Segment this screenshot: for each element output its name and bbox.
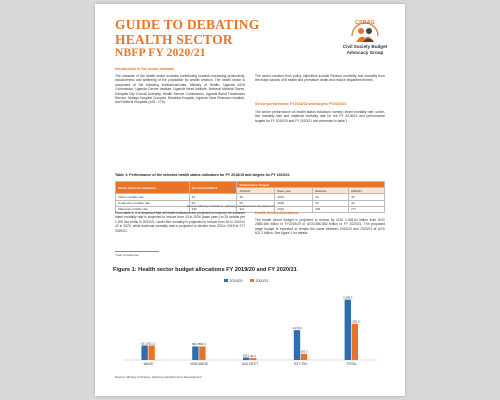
bar-value-label: 82.1 (250, 353, 256, 358)
figure-source: Source: Ministry of finance, planning and Economic Development (115, 375, 202, 379)
x-tick-label: EXT. FIN. (293, 362, 308, 366)
footnote-divider (115, 251, 159, 252)
figure-title: Figure 1: Health sector budget allocations FY 2019/20 and FY 2020/21 (113, 267, 297, 273)
row-target-1920: 53 (237, 200, 275, 206)
allocations-paragraph: The health sector budget is projected to reduce by UGX 1,038.64 billion from UGX 2589.486 billion in FY2019/20 to UGX1550.862 billion in FY 2020/21. The proposed wage budget is expected to remain the same between 2019/20 and 2020/21 at UGX 621.2 billion. See figure 2 for details (255, 218, 385, 236)
csbag-logo (337, 14, 393, 55)
indicators-table (115, 181, 385, 213)
x-tick-label: GoU DEV'T (241, 362, 259, 366)
objectives-paragraph: The sector medium term policy objectives include Reduce morbidity and mortality from the major causes of ill health and premature death and reduce disparities therein. (255, 74, 385, 83)
allocations-heading: Health Sector Allocations (255, 211, 299, 215)
footnote: ¹Year of reference (115, 253, 139, 257)
table-title: Table 1: Performance of the selected health status indicators for FY 2018/19 and targets for FY 2020/21 (115, 173, 290, 177)
budget-chart (115, 276, 385, 371)
x-tick-label: TOTAL (346, 362, 357, 366)
row-indicator: Maternal mortality rate (116, 206, 190, 212)
row-indicator: Under-five mortality rate (116, 200, 190, 206)
x-tick-label: NON-WAGE (190, 362, 209, 366)
bar-value-label: 1,279.9 (292, 325, 302, 330)
bar (301, 354, 307, 360)
row-base-year: 2016 (275, 200, 313, 206)
intro-paragraph: The mandate of the health sector includes contributing towards increasing productivity, inclusiveness and wellbeing of the population for wealth creation. The health sector is composed of the following institutions/votes; Ministry of Health, Uganda AIDS Commission, Uganda Cancer Institute, Uganda Heart Institute, National Medical Stores, Kampala City Council Authority, Health Service Commission, Uganda Blood Transfusion Service, Mulago Hospital Complex, Butabika Hospital, Uganda Virus Research Institute, and Referral Hospitals (163 - 176). (115, 74, 245, 105)
header-q4-actual: Q4 Actual 2018/19 (189, 182, 237, 194)
legend-label: 2019/20 (229, 279, 243, 283)
bar (148, 346, 154, 360)
title-line-2: HEALTH SECTOR (115, 32, 233, 47)
logo-line-1: Civil Society Budget (342, 44, 388, 49)
performance-heading: Sector performance FY2018/19 and targets FY2020/21 (255, 102, 347, 106)
row-base-year: 2016 (275, 194, 313, 200)
bar-value-label: 621.2 (148, 341, 156, 346)
csbag-emblem (348, 14, 382, 44)
bar (352, 324, 358, 360)
legend-label: 2020/21 (255, 279, 269, 283)
bar (250, 358, 256, 360)
row-target-2021: 35 (349, 194, 385, 200)
row-baseline: 336 (313, 206, 349, 212)
bar (199, 346, 205, 360)
bar (243, 358, 249, 360)
legend-swatch (224, 279, 228, 282)
row-actual: 64 (189, 200, 237, 206)
bar (345, 300, 351, 360)
bar-value-label: 2,589.5 (343, 295, 353, 300)
x-tick-label: WAGE (143, 362, 154, 366)
legend-swatch (250, 279, 254, 282)
title-line-1: GUIDE TO DEBATING (115, 17, 260, 32)
table-source: Source: Ministry of Finance, planning and Economic development (187, 204, 275, 208)
row-target-2021: 277 (349, 206, 385, 212)
row-actual: 43 (189, 194, 237, 200)
bar-value-label: 582.3 (198, 342, 206, 347)
bar (141, 346, 147, 360)
row-actual: 336 (189, 206, 237, 212)
row-target-2021: 42 (349, 200, 385, 206)
intro-heading: Introduction to the sector mandate (115, 67, 175, 71)
logo-arc-text: CSBAG (355, 20, 375, 26)
bar-value-label: 621.2 (141, 341, 149, 346)
logo-line-2: Advocacy Group (346, 49, 384, 55)
subheader-2019-20: 2019/20 (237, 188, 275, 194)
header-performance-targets: Performance Targets (237, 182, 385, 188)
analysis-paragraph: From table 1, it is observed that all health indicators are projected to improve for instance infant mortality rate is projected to reduce from 43 in 2016 (base year¹) to 35 deaths per 1,000 live births in 2020/21, under-five mortality is projected to reduce from 64 in 2016 to 42 in 2020, while maternal mortality rate is projected to decline from 333 in 2016 to 277 2020/21. (115, 211, 245, 233)
bar (294, 330, 300, 360)
row-indicator: Infant mortality rate (116, 194, 190, 200)
row-baseline: 64 (313, 200, 349, 206)
row-target-1920: 30 (237, 194, 275, 200)
row-base-year: 2016 (275, 206, 313, 212)
bar-value-label: 582.3 (191, 342, 199, 347)
bar-value-label: 265.3 (300, 349, 308, 354)
header-indicators: Sector Outcome Indicators (116, 182, 190, 194)
title-line-3: NBFP FY 2020/21 (115, 47, 206, 59)
bar (192, 346, 198, 360)
bar-value-label: 106.1 (242, 353, 250, 358)
subheader-2020-21: 2020/21 (349, 188, 385, 194)
row-target-1920: 311 (237, 206, 275, 212)
budget-chart-svg (115, 276, 385, 371)
subheader-base-year: Base year (275, 188, 313, 194)
row-baseline: 43 (313, 194, 349, 200)
subheader-baseline: Baseline (313, 188, 349, 194)
document-page (95, 4, 405, 396)
performance-paragraph: The sector performance on health status indicators namely; infant mortality rate, under-five mortality rate and maternal mortality rate for the FY 2018/19 and performance targets for FY 2019/20 and FY 2020/21 are presented in table 1. (255, 110, 385, 123)
bar-value-label: 1,550.9 (350, 319, 360, 324)
